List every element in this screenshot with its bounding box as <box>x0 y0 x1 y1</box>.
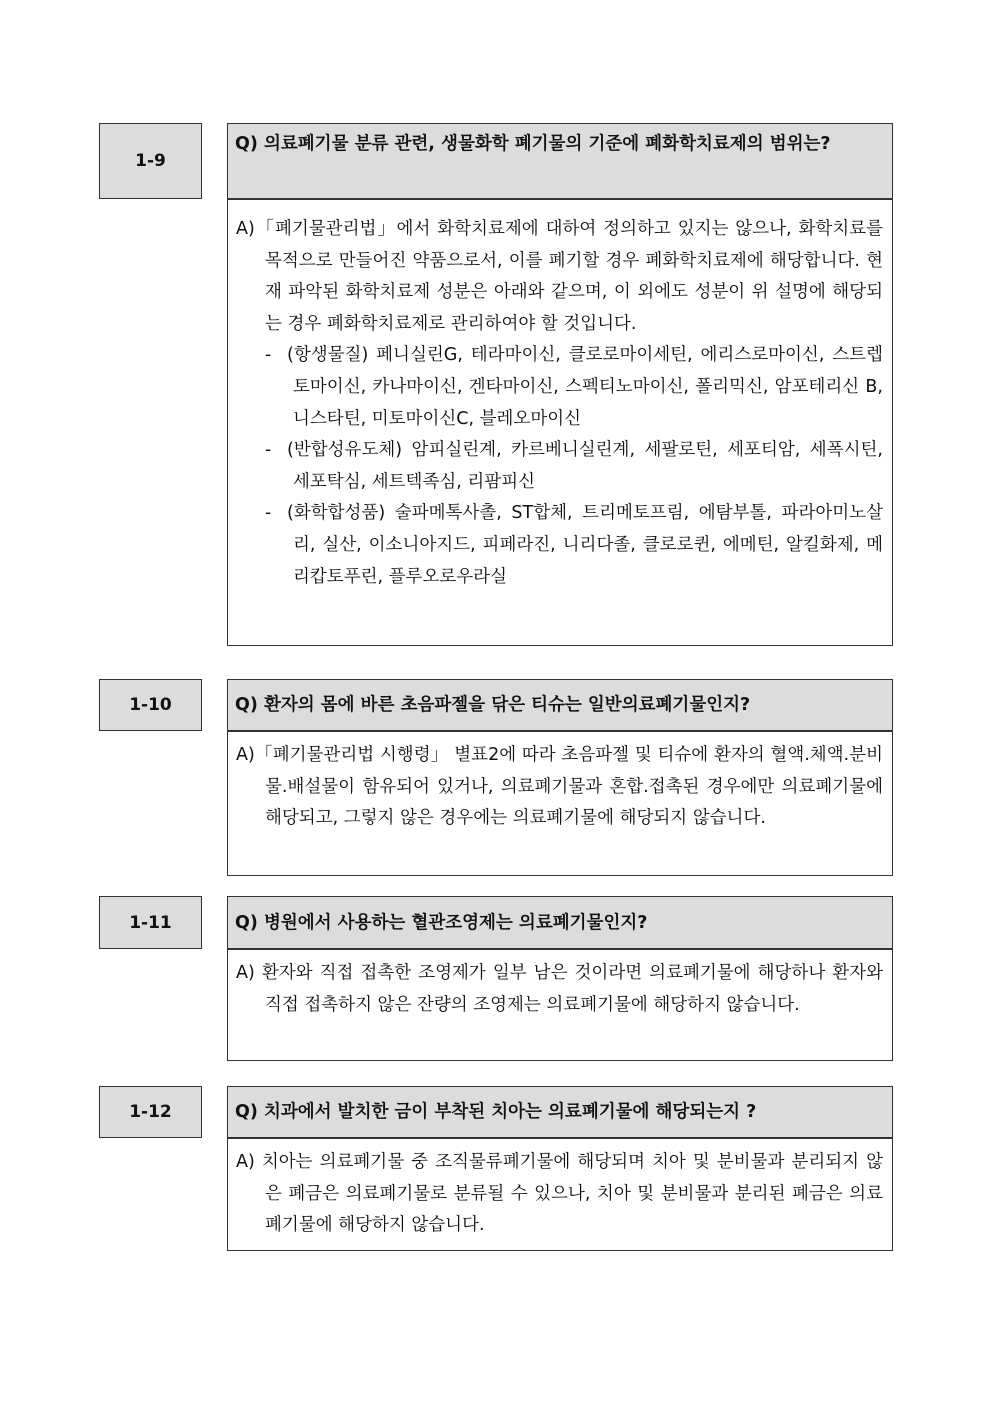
question-text: Q) 환자의 몸에 바른 초음파젤을 닦은 티슈는 일반의료폐기물인지? <box>235 695 751 715</box>
item-number-label: 1-11 <box>129 912 172 933</box>
answer-box <box>227 949 893 1061</box>
answer-box <box>227 1138 893 1251</box>
list-item-text: (반합성유도체) 암피실린계, 카르베니실린계, 세팔로틴, 세포티암, 세폭시틴, 세포탁심, 세트텍족심, 리팜피신 <box>287 440 883 492</box>
answer-text: A) 치아는 의료폐기물 중 조직물류폐기물에 해당되며 치아 및 분비물과 분리되지 않은 폐금은 의료폐기물로 분류될 수 있으나, 치아 및 분비물과 분리된 폐금은 의료폐기물에 해당하지 않습니다. <box>236 1152 883 1236</box>
item-number <box>99 679 202 731</box>
list-item <box>265 498 883 593</box>
list-item-text: (화학합성품) 술파메톡사촐, ST합체, 트리메토프림, 에탐부톨, 파라아미노살리, 실산, 이소니아지드, 피페라진, 니리다졸, 클로로퀸, 에메틴, 알킬화제, 메리캅토푸린, 플루오로우라실 <box>287 503 883 587</box>
list-item-text: (항생물질) 페니실린G, 테라마이신, 클로로마이세틴, 에리스로마이신, 스트렙토마이신, 카나마이신, 겐타마이신, 스펙티노마이신, 폴리믹신, 암포테리신 B, 니스타틴, 미토마이신C, 블레오마이신 <box>287 345 883 429</box>
question-box <box>227 896 893 949</box>
question-text: Q) 의료폐기물 분류 관련, 생물화학 폐기물의 기준에 폐화학치료제의 범위는? <box>235 134 831 154</box>
answer-text: A)「폐기물관리법 시행령」 별표2에 따라 초음파젤 및 티슈에 환자의 혈액.체액.분비물.배설물이 함유되어 있거나, 의료폐기물과 혼합.접촉된 경우에만 의료폐기물에 해당되고, 그렇지 않은 경우에는 의료폐기물에 해당되지 않습니다. <box>236 745 883 829</box>
item-number-label: 1-9 <box>135 151 166 171</box>
question-text: Q) 병원에서 사용하는 혈관조영제는 의료폐기물인지? <box>235 912 648 933</box>
question-box <box>227 679 893 731</box>
list-dash: - <box>265 440 272 461</box>
question-box <box>227 1086 893 1138</box>
item-number-label: 1-12 <box>129 1102 172 1122</box>
answer-box <box>227 731 893 876</box>
item-number <box>99 1086 202 1138</box>
list-item <box>265 340 883 435</box>
list-item <box>265 435 883 498</box>
item-number <box>99 896 202 949</box>
item-number-label: 1-10 <box>129 695 172 715</box>
list-dash: - <box>265 503 272 524</box>
answer-text: A) 환자와 직접 접촉한 조영제가 일부 남은 것이라면 의료폐기물에 해당하나 환자와 직접 접촉하지 않은 잔량의 조영제는 의료폐기물에 해당하지 않습니다. <box>236 963 883 1015</box>
item-number <box>99 123 202 199</box>
answer-box <box>227 199 893 646</box>
question-box <box>227 123 893 199</box>
question-text: Q) 치과에서 발치한 금이 부착된 치아는 의료폐기물에 해당되는지 ? <box>235 1102 757 1122</box>
answer-text: A)「폐기물관리법」에서 화학치료제에 대하여 정의하고 있지는 않으나, 화학치료를 목적으로 만들어진 약품으로서, 이를 폐기할 경우 폐화학치료제에 해당합니다. 현재 파악된 화학치료제 성분은 아래와 같으며, 이 외에도 성분이 위 설명에 해당되는 경우 폐화학치료제로 관리하여야 할 것입니다. <box>236 219 883 334</box>
list-dash: - <box>265 345 272 366</box>
